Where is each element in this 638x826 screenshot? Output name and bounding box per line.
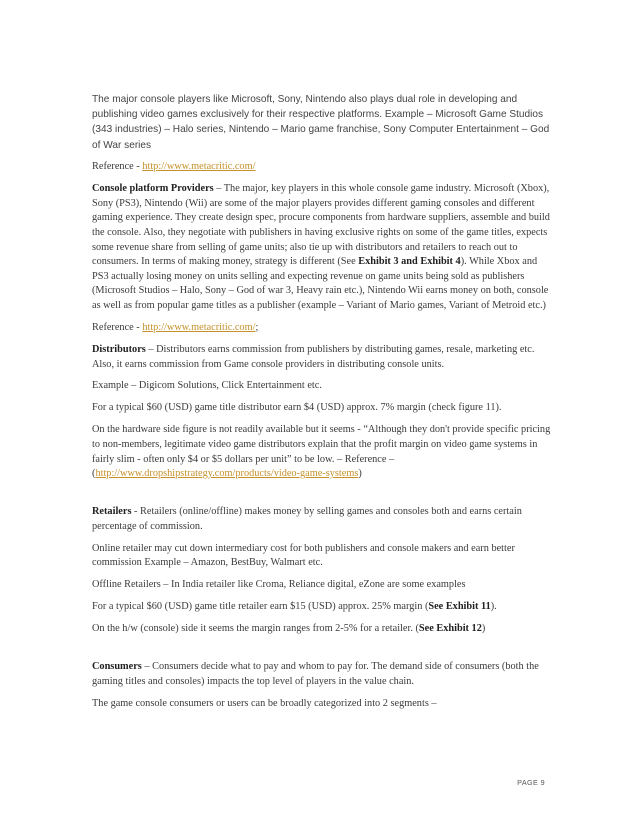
retailers-paragraph: Retailers - Retailers (online/offline) makes money by selling games and consoles both and earns certain percentage of commission.	[92, 506, 522, 532]
metacritic-link[interactable]: http://www.metacritic.com/	[142, 321, 256, 333]
exhibit-4-ref: Exhibit 4	[420, 256, 461, 268]
distributors-paragraph: Distributors – Distributors earns commission from publishers by distributing games, resale, marketing etc. Also, it earns commission from Game console providers in distributing console units.	[92, 343, 535, 370]
distributors-hardware-paragraph: On the hardware side figure is not readily available but it seems - “Although they don't provide specific pricing to non-members, legitimate video game distributors explain that the profit margin on video game systems in fairly slim - often only $4 or $5 dollars per unit” to be low. – Reference – (http://www.dropshipstrategy.com/products/video-game-systems)	[92, 424, 551, 480]
distributors-example: Example – Digicom Solutions, Click Entertainment etc.	[92, 380, 322, 392]
page-number: PAGE 9	[517, 778, 545, 787]
section-spacer	[92, 489, 552, 505]
consumers-heading: Consumers	[92, 661, 142, 673]
intro-paragraph: The major console players like Microsoft, Sony, Nintendo also plays dual role in developing and publishing video games exclusively for their respective platforms. Example – Microsoft Game Studios (343 industries) – Halo series, Nintendo – Mario game franchise, Sony Computer Entertainment – God of War series	[92, 94, 550, 151]
metacritic-link[interactable]: http://www.metacritic.com/	[142, 161, 256, 173]
console-providers-heading: Console platform Providers	[92, 183, 214, 195]
retailers-online: Online retailer may cut down intermediary cost for both publishers and console makers and earn better commission Example – Amazon, BestBuy, Walmart etc.	[92, 542, 515, 569]
consumers-segments: The game console consumers or users can be broadly categorized into 2 segments –	[92, 697, 437, 709]
reference-label: Reference -	[92, 321, 143, 333]
retailers-heading: Retailers	[92, 506, 132, 518]
section-spacer	[92, 644, 552, 660]
retailers-hardware-margin: On the h/w (console) side it seems the margin ranges from 2-5% for a retailer. (See Exhibit 12)	[92, 623, 486, 635]
console-providers-reference: Reference - http://www.metacritic.com/;	[92, 321, 259, 333]
intro-reference	[92, 160, 552, 175]
exhibit-3-ref: Exhibit 3	[358, 256, 399, 268]
retailers-typical-margin: For a typical $60 (USD) game title retailer earn $15 (USD) approx. 25% margin (See Exhibit 11).	[92, 601, 497, 613]
distributors-heading: Distributors	[92, 343, 146, 355]
console-providers-paragraph: Console platform Providers – The major, key players in this whole console game industry. Microsoft (Xbox), Sony (PS3), Nintendo (Wii) are some of the major players provides different gaming consoles and different gaming experience. They create design spec, procure components from hardware suppliers, assemble and build the console. Also, they negotiate with publishers in having exclusive rights on some of the game titles, expects some revenue share from selling of game units; also tie up with distributors and retailers to reach out to consumers. In terms of making money, strategy is different (See Exhibit 3 and Exhibit 4). While Xbox and PS3 actually losing money on units selling and expecting revenue on game units being sold as publishers (Microsoft Studios – Halo, Sony – God of war 3, Heavy rain etc.), Nintendo Wii earns money on both, console as well as from popular game titles as a publisher (example – Variant of Mario games, Variant of Metroid etc.)	[92, 183, 550, 311]
exhibit-11-ref: See Exhibit 11	[428, 601, 491, 613]
document-body	[92, 92, 552, 719]
reference-label: Reference -	[92, 161, 143, 173]
dropshipstrategy-link[interactable]: http://www.dropshipstrategy.com/products/video-game-systems	[95, 468, 359, 480]
consumers-paragraph: Consumers – Consumers decide what to pay and whom to pay for. The demand side of consumers (both the gaming titles and consoles) impacts the top level of players in the value chain.	[92, 661, 539, 687]
exhibit-12-ref: See Exhibit 12	[418, 623, 482, 635]
retailers-offline: Offline Retailers – In India retailer like Croma, Reliance digital, eZone are some examples	[92, 579, 466, 591]
distributors-typical-margin: For a typical $60 (USD) game title distributor earn $4 (USD) approx. 7% margin (check figure 11).	[92, 402, 502, 414]
